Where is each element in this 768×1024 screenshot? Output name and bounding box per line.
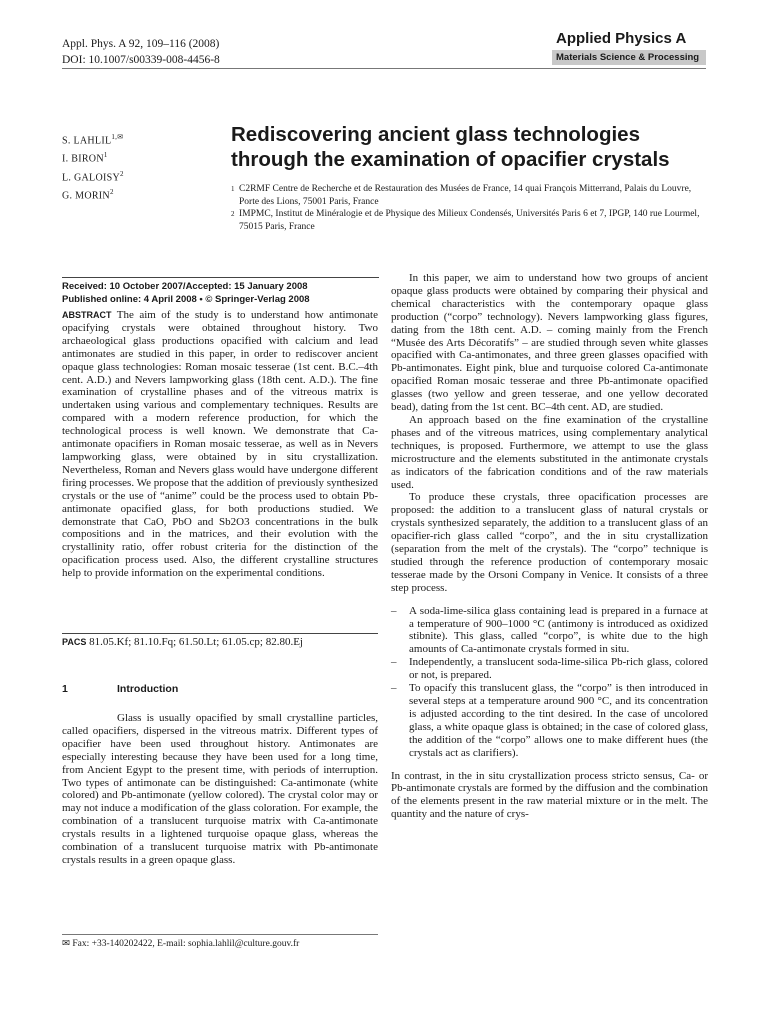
- pacs-codes: 81.05.Kf; 81.10.Fq; 61.50.Lt; 61.05.cp; 82.80.Ej: [89, 636, 303, 648]
- pacs-label: PACS: [62, 637, 87, 647]
- header-rule: [62, 68, 706, 69]
- journal-header: [556, 30, 706, 65]
- paragraph: An approach based on the fine examination of the crystalline phases and of the vitreous matrices, using complementary analytical techniques, is proposed. Furthermore, we attempt to use the glass microstructure and the elements substituted in the antimonate crystals as indicators of the fabrication conditions and of the raw materials used.: [391, 413, 708, 491]
- paragraph: To produce these crystals, three opacification processes are proposed: the addition to a translucent glass of natural crystals or crystals synthesized separately, the addition to a translucent glass of an opacifier-rich glass called “corpo”, and the in situ crystallization (separation from the melt of the crystals). The “corpo” technique is studied through the reference production of contemporary mosaic tesserae made by the Orsoni Company in Venice. It consists of a three step process.: [391, 491, 708, 594]
- affiliations: [231, 183, 709, 233]
- footnote: ✉ Fax: +33-140202422, E-mail: sophia.lahlil@culture.gouv.fr: [62, 934, 378, 950]
- author: G. MORIN$^2$: [62, 187, 114, 202]
- doi: DOI: 10.1007/s00339-008-4456-8: [62, 54, 220, 66]
- intro-paragraph: Glass is usually opacified by small crystalline particles, called opacifiers, dispersed in the vitreous matrix. Different types of opacifier have been used throughout history. Antimonates are especially interesting because they have been used for a long time, from Ancient Egypt to the present time, with periods of interruption. Two types of antimonate can be distinguished: Ca-antimonate (white colored) and Pb-antimonate (yellow colored). The crystal color may or may not induce a modification of the glass coloration. For example, the combination of a translucent turquoise matrix with Ca-antimonate crystals results in a lightened turquoise opaque glass, whereas the combination of a translucent turquoise matrix with Pb-antimonate crystals results in a green opaque glass.: [62, 712, 378, 866]
- list-item: – To opacify this translucent glass, the “corpo” is then introduced in several steps at a temperature around 900 °C, and its concentration is adjusted according to the tint desired. In the case of uncolored glass, a white opaque glass is obtained; in the case of colored glass, the addition of the “corpo” allows one to make different hues (the crystals act as clarifiers).: [391, 682, 708, 759]
- abstract-label: ABSTRACT: [62, 310, 112, 320]
- section-heading: [62, 683, 178, 695]
- journal-subtitle: Materials Science & Processing: [552, 50, 706, 65]
- list-item: – Independently, a translucent soda-lime-silica Pb-rich glass, colored or not, is prepared.: [391, 656, 708, 682]
- affiliation: 2 IMPMC, Institut de Minéralogie et de Physique des Milieux Condensés, Universités Paris 6 et 7, IPGP, 140 rue Lourmel, 75015 Paris, France: [231, 209, 700, 232]
- citation: Appl. Phys. A 92, 109–116 (2008): [62, 38, 220, 50]
- paragraph: In this paper, we aim to understand how two groups of ancient opaque glass products were obtained by comparing their physical and chemical characteristics with the contemporary opaque glass production (“corpo” technology). Nevers lampworking glass figures, dating from the 18th cent. A.D. – coming mainly from the French “Musée des Arts Décoratifs” – are studied through seven white glasses opacified with Ca-antimonates, and three green glasses opacified with Pb-antimonates. Eight pink, blue and turquoise colored Ca-antimonate opacified Roman mosaic tesserae and three Pb-antimonate opacified glasses (two yellow and green tesserae, and one yellow decorated bead), dating from the 1st cent. BC–4th cent. AD, are studied.: [391, 272, 708, 414]
- process-list: [391, 605, 708, 760]
- affiliation: 1 C2RMF Centre de Recherche et de Restauration des Musées de France, 14 quai François Mitterrand, Palais du Louvre, Porte des Lions, 75001 Paris, France: [231, 184, 692, 207]
- list-item: – A soda-lime-silica glass containing lead is prepared in a furnace at a temperature of 900–1000 °C (antimony is introduced as oxidized stibnite). This glass, called “corpo”, is white due to the high amounts of Ca-antimonate crystals formed in situ.: [391, 605, 708, 657]
- paragraph: In contrast, in the in situ crystallization process stricto sensus, Ca- or Pb-antimonate crystals are formed by the diffusion and the combination of the elements present in the raw material mixture or in the melt. The quantity and the nature of crys-: [391, 769, 708, 821]
- author: S. $LAHLIL^{1,✉}$: [62, 133, 124, 147]
- author-list: [62, 130, 124, 203]
- received-date: Received: 10 October 2007/Accepted: 15 January 2008: [62, 281, 308, 292]
- section-number: 1: [62, 683, 68, 695]
- pacs-line: [62, 633, 378, 649]
- abstract-text: The aim of the study is to understand how antimonate opacifying crystals were obtained throughout history. Two archaeological glass productions opacified with calcium and lead antimonates are studied in this paper, in order to rediscover ancient opaque glass technologies: Roman mosaic tesserae (1st cent. B.C.–4th cent. A.D.) and Nevers lampworking glass (18th cent. A.D.). The fine examination of crystalline phases and of the vitreous matrix is undertaken using various and complementary techniques. Results are compared with a modern reference production, for which the technological process is well known. We demonstrate that Ca-antimonate opacifiers in Roman mosaic tesserae, as well as in Nevers lampworking glass, were obtained by in situ crystallization. Nevertheless, Roman and Nevers glass would have undergone different firing processes. We propose that the addition of previously synthesized crystals or the use of “anime” could be the process used to obtain Pb-antimonate opacified glass, for both productions studied. We demonstrate that CaO, PbO and Sb2O3 concentrations in the bulk compositions and in the matrices, and their evolution with the crystallinity ratio, offer robust criteria for the distinction of the opacification process used. Also, the different crystalline structures help to provide information on the experimental conditions.: [62, 309, 379, 580]
- published-date: Published online: 4 April 2008 • © Springer-Verlag 2008: [62, 294, 310, 305]
- author: I. BIRON$^1$: [62, 151, 108, 165]
- journal-title: Applied Physics A: [556, 30, 687, 47]
- citation-block: [62, 36, 220, 68]
- dates-block: [62, 277, 379, 306]
- section-title: Introduction: [117, 683, 179, 695]
- abstract: [62, 309, 378, 580]
- right-column: [391, 272, 708, 821]
- paper-title: Rediscovering ancient glass technologies through the examination of opacifier crystals: [231, 123, 670, 171]
- author: L. GALOISY$^2$: [62, 169, 124, 183]
